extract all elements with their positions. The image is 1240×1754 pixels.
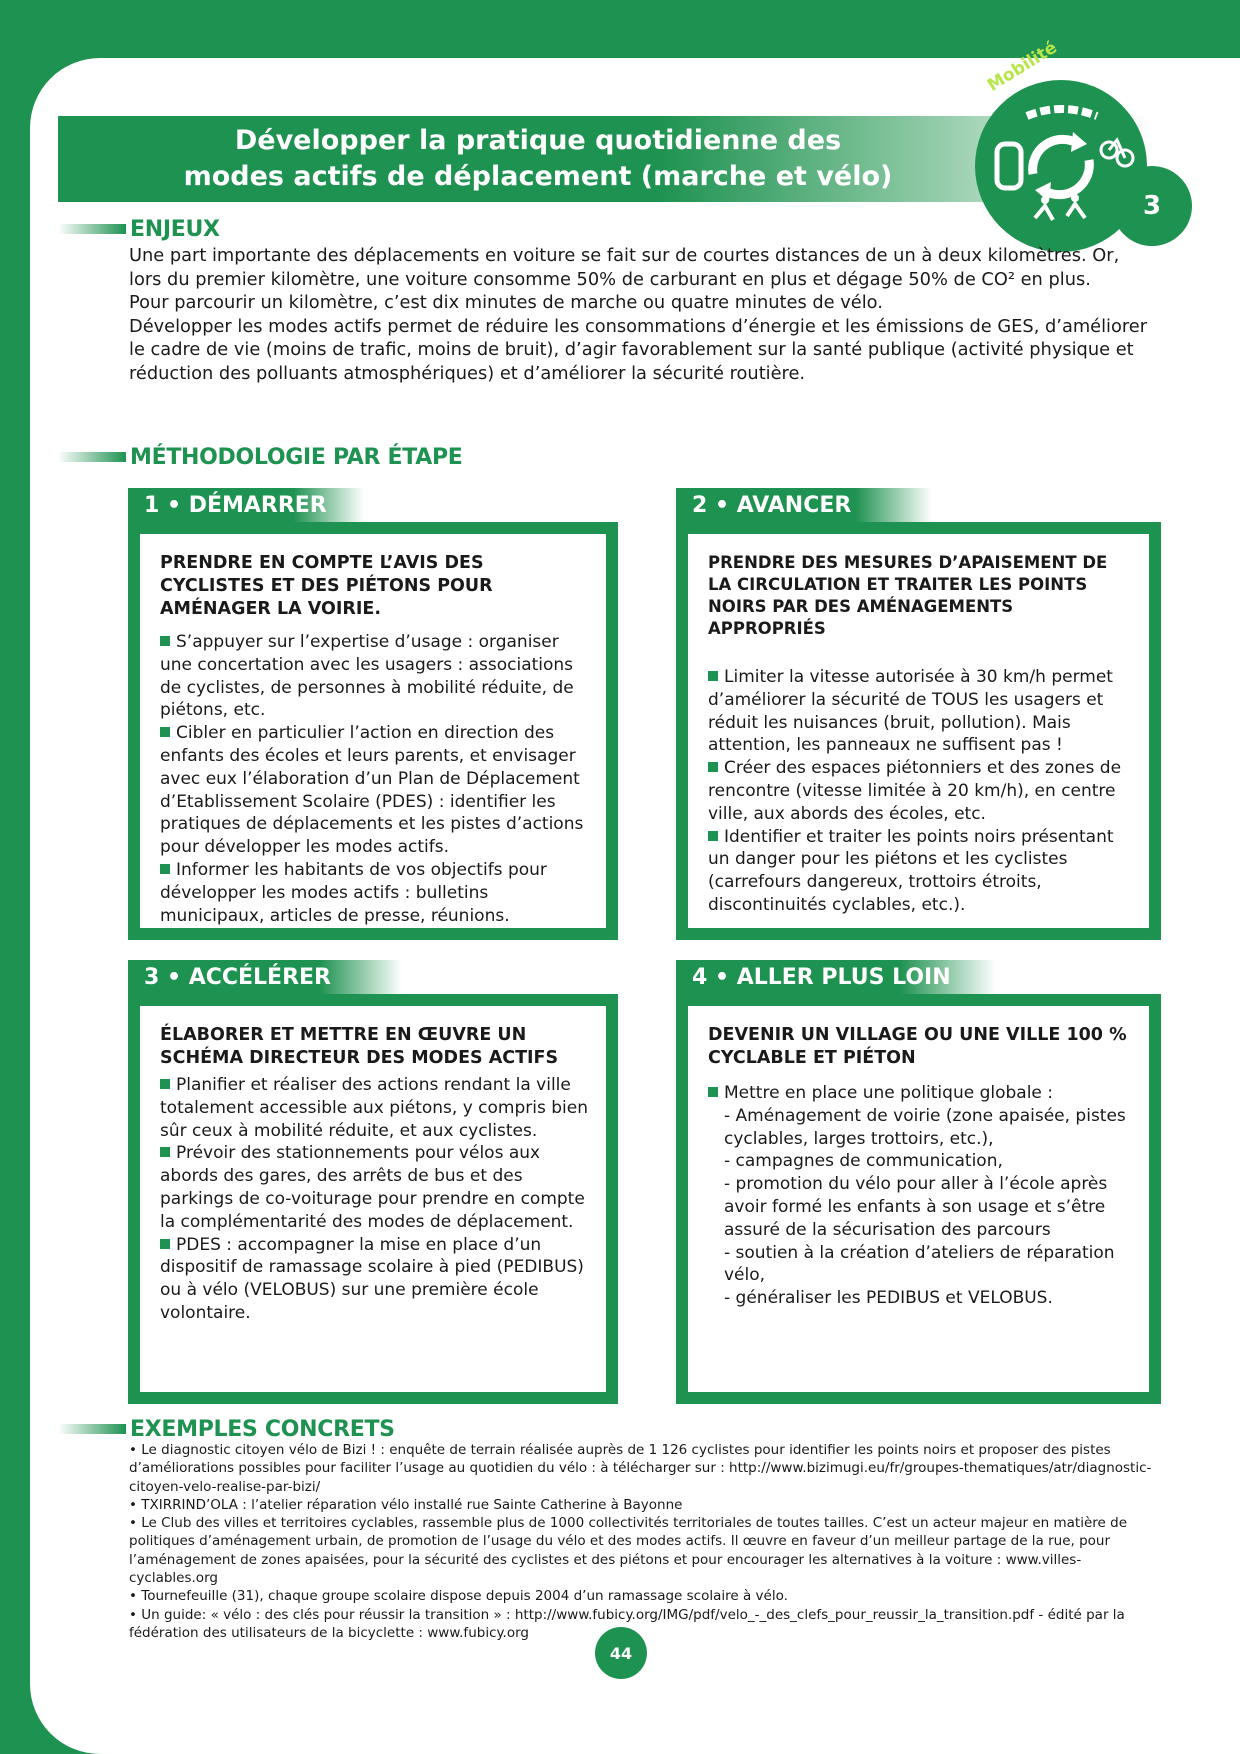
bus-icon [997,144,1021,188]
enjeux-paragraph: Une part importante des déplacements en voiture se fait sur de courtes distances de un à deux kilomètres. Or, lors du premier kilomètre, une voiture consomme 50% de carburant en plus et dégage 50% de CO² en plus. [129,245,1120,290]
step-2-label: 2 • AVANCER [676,488,932,522]
example-item: • TXIRRIND’OLA : l’atelier réparation vélo installé rue Sainte Catherine à Bayonne [129,1496,683,1513]
example-item: • Le diagnostic citoyen vélo de Bizi ! : enquête de terrain réalisée auprès de 1 126 cyclistes pour identifier les points noirs et proposer des pistes d’améliorations possibles pour faciliter l’usage au quotidien du vélo : à télécharger sur : http://www.bizimugi.eu/fr/groupes-thematiques/atr/diagnostic-citoyen-velo-realise-par-bizi/ [129,1442,1152,1495]
square-bullet-icon [160,1239,170,1249]
step-4-label: 4 • ALLER PLUS LOIN [676,960,996,994]
list-item-text: Cibler en particulier l’action en direction des enfants des écoles et leurs parents, et envisager avec eux l’élaboration d’un Plan de Déplacement d’Etablissement Scolaire (PDES) : identifier les pratiques de déplacements et les pistes d’actions pour développer les modes actifs. [160,723,584,858]
page-title-line-1: Développer la pratique quotidienne des [234,125,842,156]
list-subitem: - promotion du vélo pour aller à l’école après avoir formé les enfants à son usage et s’être assuré de la sécurisation des parcours [724,1174,1108,1240]
step-1-heading: PRENDRE EN COMPTE L’AVIS DES CYCLISTES ET DES PIÉTONS POUR AMÉNAGER LA VOIRIE. [160,553,493,619]
heading-label: ENJEUX [130,216,220,242]
square-bullet-icon [160,1079,170,1089]
list-item [708,666,1133,757]
square-bullet-icon [160,1147,170,1157]
square-bullet-icon [160,636,170,646]
step-2-heading: PRENDRE DES MESURES D’APAISEMENT DE LA CIRCULATION ET TRAITER LES POINTS NOIRS PAR DES AMÉNAGEMENTS APPROPRIÉS [708,553,1108,638]
list-item-text: Planifier et réaliser des actions rendant la ville totalement accessible aux piétons, y compris bien sûr ceux à mobilité réduite, et aux cyclistes. [160,1075,588,1141]
list-subitem: - soutien à la création d’ateliers de réparation vélo, [724,1242,1115,1286]
enjeux-text [129,244,1151,385]
step-3-label: 3 • ACCÉLÉRER [128,960,402,994]
enjeux-paragraph: Développer les modes actifs permet de réduire les consommations d’énergie et les émissions de GES, d’améliorer le cadre de vie (moins de trafic, moins de bruit), d’agir favorablement sur la santé publique (activité physique et réduction des polluants atmosphériques) et d’améliorer la sécurité routière. [129,315,1148,384]
list-item-text: PDES : accompagner la mise en place d’un dispositif de ramassage scolaire à pied (PEDIBUS) ou à vélo (VELOBUS) sur une première école volontaire. [160,1234,584,1323]
list-subitem: - Aménagement de voirie (zone apaisée, pistes cyclables, larges trottoirs, etc.), [724,1105,1126,1149]
list-subitem: - généraliser les PEDIBUS et VELOBUS. [724,1288,1053,1309]
list-item-text: Prévoir des stationnements pour vélos aux abords des gares, des arrêts de bus et des parkings de co-voiturage pour prendre en compte la complémentarité des modes de déplacement. [160,1143,585,1232]
example-item: • Un guide: « vélo : des clés pour réussir la transition » : http://www.fubicy.org/IMG/pdf/velo_-_des_clefs_pour_reussir_la_transition.pdf - édité par la fédération des utilisateurs de la bicyclette : www.fubicy.org [129,1606,1125,1641]
list-item [708,1082,1133,1105]
square-bullet-icon [160,864,170,874]
list-item [160,722,590,859]
step-3-box [128,994,618,1404]
list-item-text: Créer des espaces piétonniers et des zones de rencontre (vitesse limitée à 20 km/h), en centre ville, aux abords des écoles, etc. [708,758,1122,824]
badge-number: 3 [1112,166,1192,246]
examples-list [129,1441,1153,1642]
step-3-heading: ÉLABORER ET METTRE EN ŒUVRE UN SCHÉMA DIRECTEUR DES MODES ACTIFS [160,1025,559,1068]
heading-bar [58,1424,126,1434]
list-item [160,1234,590,1325]
page-title-line-2: modes actifs de déplacement (marche et vélo) [183,161,893,192]
list-item-text: Mettre en place une politique globale : [724,1083,1054,1103]
heading-bar [58,452,126,462]
list-item-text: Limiter la vitesse autorisée à 30 km/h permet d’améliorer la sécurité de TOUS les usagers et réduit les nuisances (bruit, pollution). Mais attention, les panneaux ne suffisent pas ! [708,667,1113,756]
step-1-box [128,522,618,940]
list-item-text: Identifier et traiter les points noirs présentant un danger pour les piétons et les cyclistes (carrefours dangereux, trottoirs étroits, discontinuités cyclables, etc.). [708,826,1114,915]
square-bullet-icon [708,831,718,841]
section-heading-enjeux [58,214,538,244]
enjeux-paragraph: Pour parcourir un kilomètre, c’est dix minutes de marche ou quatre minutes de vélo. [129,292,883,313]
square-bullet-icon [160,727,170,737]
heading-bar [58,224,126,234]
step-2-box [676,522,1161,940]
list-item-text: S’appuyer sur l’expertise d’usage : organiser une concertation avec les usagers : associations de cyclistes, de personnes à mobilité réduite, de piétons, etc. [160,632,574,721]
list-item [708,757,1133,825]
bicycle-icon [1101,140,1133,166]
step-1-label: 1 • DÉMARRER [128,488,364,522]
heading-label: MÉTHODOLOGIE PAR ÉTAPE [130,444,463,470]
heading-label: EXEMPLES CONCRETS [130,1416,395,1442]
step-4-heading: DEVENIR UN VILLAGE OU UNE VILLE 100 % CYCLABLE ET PIÉTON [708,1025,1127,1068]
page-number: 44 [595,1627,647,1679]
example-item: • Tournefeuille (31), chaque groupe scolaire dispose depuis 2004 d’un ramassage scolaire à vélo. [129,1588,788,1605]
section-heading-methodologie [58,442,538,472]
list-item [160,1142,590,1233]
list-subitem: - campagnes de communication, [724,1151,1003,1172]
list-item-text: Informer les habitants de vos objectifs pour développer les modes actifs : bulletins municipaux, articles de presse, réunions. [160,859,547,926]
square-bullet-icon [708,762,718,772]
list-item [160,859,590,927]
step-4-box [676,994,1161,1404]
square-bullet-icon [708,1087,718,1097]
list-item [160,631,590,722]
example-item: • Le Club des villes et territoires cyclables, rassemble plus de 1000 collectivités territoriales de toutes tailles. C’est un acteur majeur en matière de politiques d’aménagement urbain, de promotion de l’usage du vélo et des modes actifs. Il œuvre en faveur d’un meilleur partage de la rue, pour l’aménagement de zones apaisées, pour la sécurité des cyclistes et des piétons et pour encourager les alternatives à la voiture : www.villes-cyclables.org [129,1515,1128,1587]
square-bullet-icon [708,671,718,681]
section-heading-exemples [58,1414,538,1444]
page-title [108,116,968,202]
list-item [160,1074,590,1142]
list-item [708,826,1133,917]
badge-label: Mobilité [984,37,1061,96]
